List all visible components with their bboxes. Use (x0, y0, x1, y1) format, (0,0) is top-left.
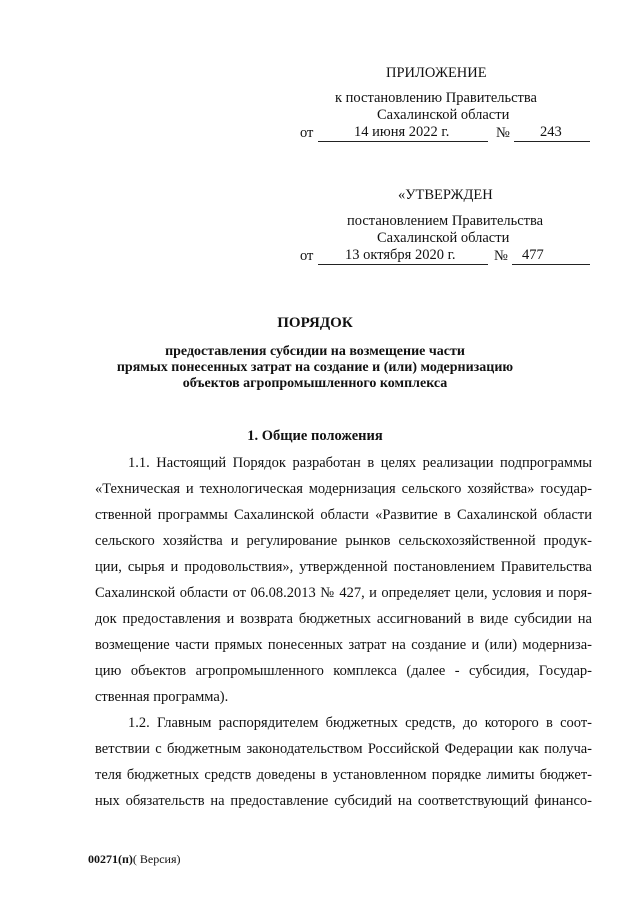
paragraph-1-line: Сахалинской области от 06.08.2013 № 427, и определяет цели, условия и поря- (95, 585, 592, 601)
approved-number: 477 (522, 247, 544, 263)
footer-code: 00271(п) (88, 852, 133, 866)
section-heading: 1. Общие положения (247, 428, 383, 444)
appendix-date-underline (318, 141, 488, 142)
appendix-line1: к постановлению Правительства (335, 90, 537, 106)
approved-from-label: от (300, 248, 314, 264)
appendix-line2: Сахалинской области (377, 107, 510, 123)
appendix-number: 243 (540, 124, 562, 140)
paragraph-2-line: теля бюджетных средств доведены в установленном порядке лимиты бюджет- (95, 767, 592, 783)
paragraph-2-line: ных обязательств на предоставление субсидий на соответствующий финансо- (95, 793, 592, 809)
paragraph-1-line: «Техническая и технологическая модернизация сельского хозяйства» государ- (95, 481, 592, 497)
document-subtitle-line-2: прямых понесенных затрат на создание и (или) модернизацию (116, 360, 514, 375)
paragraph-1-line: ственная программа). (95, 689, 229, 705)
document-subtitle-line-1: предоставления субсидии на возмещение части (165, 344, 465, 359)
appendix-number-label: № (496, 125, 510, 141)
paragraph-1-line: сельского хозяйства и регулирование рынков сельскохозяйственной продук- (95, 533, 592, 549)
appendix-title: ПРИЛОЖЕНИЕ (386, 65, 487, 81)
paragraph-1-line: док предоставления и возврата бюджетных ассигнований в виде субсидии на (95, 611, 592, 627)
document-subtitle-line-3: объектов агропромышленного комплекса (182, 376, 448, 391)
paragraph-1-line: возмещение части прямых понесенных затрат на создание и (или) модерниза- (95, 637, 592, 653)
approved-number-label: № (494, 248, 508, 264)
appendix-number-underline (514, 141, 590, 142)
approved-line1: постановлением Правительства (347, 213, 544, 229)
paragraph-2-line: ветствии с бюджетным законодательством Российской Федерации как получа- (95, 741, 592, 757)
paragraph-1-line: 1.1. Настоящий Порядок разработан в целях реализации подпрограммы (128, 455, 592, 471)
paragraph-1-line: ции, сырья и продовольствия», утвержденной постановлением Правительства (95, 559, 592, 575)
document-footer (88, 852, 181, 867)
approved-date-underline (318, 264, 488, 265)
paragraph-1-line: ственной программы Сахалинской области «Развитие в Сахалинской области (95, 507, 592, 523)
paragraph-2-line: 1.2. Главным распорядителем бюджетных средств, до которого в соот- (128, 715, 592, 731)
document-title: ПОРЯДОК (277, 315, 353, 331)
approved-title: «УТВЕРЖДЕН (398, 187, 493, 203)
footer-version: ( Версия) (132, 852, 181, 866)
approved-date: 13 октября 2020 г. (345, 247, 456, 263)
approved-line2: Сахалинской области (377, 230, 510, 246)
appendix-date: 14 июня 2022 г. (354, 124, 450, 140)
approved-number-underline (512, 264, 590, 265)
appendix-from-label: от (300, 125, 314, 141)
paragraph-1-line: цию объектов агропромышленного комплекса (далее - субсидия, Государ- (95, 663, 592, 679)
